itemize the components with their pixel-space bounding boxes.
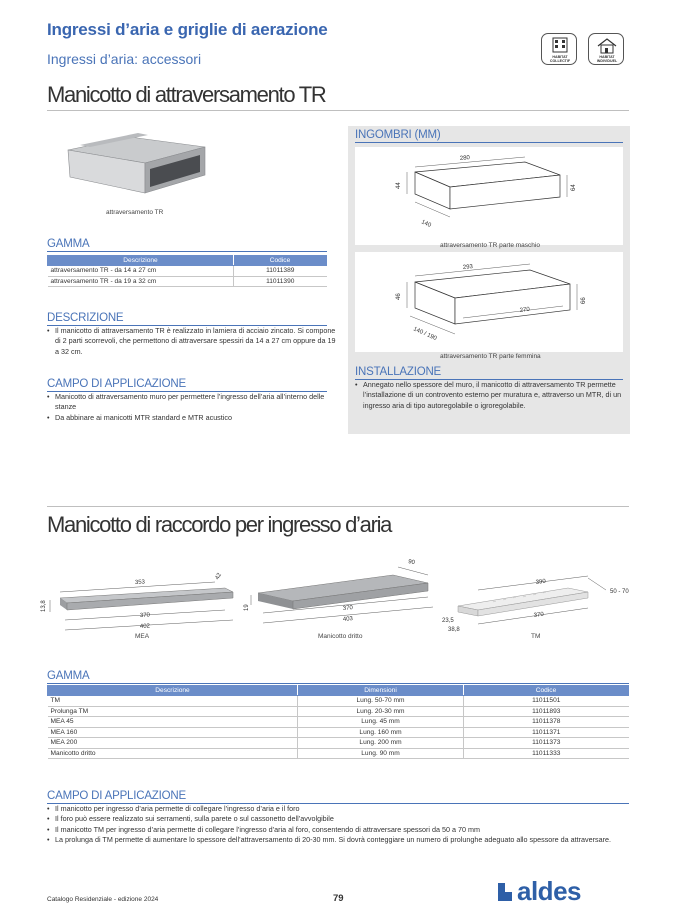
installazione-list bbox=[355, 380, 625, 411]
aldes-logo-text: aldes bbox=[517, 876, 581, 906]
habitat-individuel-badge bbox=[588, 33, 624, 65]
table-cell: Lung. 20-30 mm bbox=[298, 706, 464, 717]
dim-label: 46 bbox=[396, 293, 402, 300]
divider bbox=[47, 110, 629, 111]
tm-caption: TM bbox=[531, 633, 541, 640]
aldes-logo bbox=[497, 878, 629, 908]
table-cell: MEA 160 bbox=[48, 727, 298, 738]
dim-label: 44 bbox=[396, 182, 402, 189]
table-row bbox=[48, 717, 629, 728]
tr-image-caption: attraversamento TR bbox=[106, 209, 164, 216]
campo-title-2: CAMPO DI APPLICAZIONE bbox=[47, 790, 629, 804]
aldes-logo-icon bbox=[497, 881, 515, 903]
dim-label: 390 bbox=[535, 578, 547, 586]
habitat-collectif-badge bbox=[541, 33, 577, 65]
table-cell: MEA 200 bbox=[48, 738, 298, 749]
drawing-femmina bbox=[355, 252, 623, 352]
drawing-maschio-box bbox=[355, 147, 623, 245]
descrizione-title: DESCRIZIONE bbox=[47, 312, 327, 326]
table-cell: 11011389 bbox=[234, 266, 327, 277]
list-item: • Il manicotto per ingresso d’aria permette di collegare l’ingresso d’aria e il foro bbox=[47, 804, 637, 814]
tr-product-image bbox=[60, 125, 220, 210]
ingombri-title: INGOMBRI (MM) bbox=[355, 129, 623, 143]
campo-list-2 bbox=[47, 804, 637, 846]
table-row bbox=[48, 266, 327, 277]
table-cell: 11011371 bbox=[464, 727, 629, 738]
campo-title-1: CAMPO DI APPLICAZIONE bbox=[47, 378, 327, 392]
list-item: • Il manicotto di attraversamento TR è realizzato in lamiera di acciaio zincato. Si compone di 2 parti scorrevoli, che permettono di attraversare spessiri da 14 a 27 cm oppure da 19 a 32 cm. bbox=[47, 326, 337, 357]
table-cell: Lung. 45 mm bbox=[298, 717, 464, 728]
list-item: • Annegato nello spessore del muro, il manicotto di attraversamento TR permette l’installazione di un controvento esterno per muratura e, attraverso un MTR, di un ingresso aria di tipo autoregolabile o igroregolabile. bbox=[355, 380, 625, 411]
dim-label: 370 bbox=[342, 605, 354, 612]
table-cell: 11011501 bbox=[464, 696, 629, 707]
dim-label: 19 bbox=[244, 604, 250, 611]
dim-label: 353 bbox=[134, 579, 146, 586]
page-subtitle: Ingressi d’aria: accessori bbox=[47, 51, 202, 67]
table-cell: MEA 45 bbox=[48, 717, 298, 728]
dim-label: 370 bbox=[139, 612, 151, 619]
dim-label: 38,8 bbox=[448, 627, 460, 633]
dim-label: 66 bbox=[581, 297, 587, 304]
table-cell: Lung. 90 mm bbox=[298, 748, 464, 759]
table-cell: 11011378 bbox=[464, 717, 629, 728]
table-row bbox=[48, 276, 327, 287]
mea-caption: MEA bbox=[135, 633, 150, 640]
dim-label: 293 bbox=[462, 264, 474, 271]
table-cell: attraversamento TR - da 19 a 32 cm bbox=[48, 276, 234, 287]
divider bbox=[47, 506, 629, 507]
column-header: Dimensioni bbox=[298, 686, 464, 696]
dim-label: 140 bbox=[420, 219, 432, 229]
drawing-tm bbox=[438, 568, 633, 638]
installazione-title: INSTALLAZIONE bbox=[355, 366, 623, 380]
maschio-caption: attraversamento TR parte maschio bbox=[440, 242, 540, 249]
table-row bbox=[48, 738, 629, 749]
table-cell: Prolunga TM bbox=[48, 706, 298, 717]
dim-label: 140 / 190 bbox=[412, 326, 438, 343]
table-row bbox=[48, 727, 629, 738]
table-cell: TM bbox=[48, 696, 298, 707]
list-item: • Il foro può essere realizzato sui serramenti, sulla parete o sul cassonetto dell’avvolgibile bbox=[47, 814, 637, 824]
table-row bbox=[48, 696, 629, 707]
list-item: • Manicotto di attraversamento muro per permettere l’ingresso dell’aria all’interno delle stanze bbox=[47, 392, 337, 413]
gamma-table-2 bbox=[47, 685, 629, 759]
drawing-manicotto-dritto bbox=[243, 553, 438, 633]
drawing-femmina-box bbox=[355, 252, 623, 352]
product-title-raccordo: Manicotto di raccordo per ingresso d’aria bbox=[47, 512, 392, 537]
table-cell: Lung. 50-70 mm bbox=[298, 696, 464, 707]
list-item: • La prolunga di TM permette di aumentare lo spessore dell’attraversamento di 20-30 mm. Si dovrà conteggiare un numero di prolunghe adeguato allo spessore da attraversare. bbox=[47, 835, 637, 845]
dim-label: 42 bbox=[214, 572, 224, 581]
column-header: Descrizione bbox=[48, 256, 234, 266]
table-cell: 11011893 bbox=[464, 706, 629, 717]
list-item: • Il manicotto TM per ingresso d’aria permette di collegare l’ingresso d’aria al foro, consentendo di attraversare spessori da 50 a 70 mm bbox=[47, 825, 637, 835]
table-row bbox=[48, 748, 629, 759]
table-cell: Lung. 160 mm bbox=[298, 727, 464, 738]
table-cell: 11011373 bbox=[464, 738, 629, 749]
dim-label: 90 bbox=[407, 559, 416, 567]
column-header: Codice bbox=[234, 256, 327, 266]
table-cell: 11011390 bbox=[234, 276, 327, 287]
column-header: Codice bbox=[464, 686, 629, 696]
dim-label: 270 bbox=[519, 306, 531, 314]
gamma-table-1 bbox=[47, 255, 327, 287]
dim-label: 403 bbox=[342, 616, 354, 623]
manicotto-dritto-caption: Manicotto dritto bbox=[318, 633, 363, 640]
femmina-caption: attraversamento TR parte femmina bbox=[440, 353, 541, 360]
dim-label: 13,8 bbox=[41, 600, 47, 612]
dim-label: 64 bbox=[571, 184, 577, 191]
badge-label: HABITAT INDIVIDUEL bbox=[596, 55, 618, 63]
gamma-title-1: GAMMA bbox=[47, 238, 327, 252]
descrizione-list bbox=[47, 326, 337, 357]
gamma-title-2: GAMMA bbox=[47, 670, 629, 684]
badge-label: HABITAT COLLECTIF bbox=[549, 55, 571, 63]
list-item: • Da abbinare ai manicotti MTR standard e MTR acustico bbox=[47, 413, 337, 423]
column-header: Descrizione bbox=[48, 686, 298, 696]
table-cell: Manicotto dritto bbox=[48, 748, 298, 759]
dim-label: 280 bbox=[459, 155, 471, 162]
dim-label: 50 - 70 bbox=[610, 589, 629, 595]
table-cell: attraversamento TR - da 14 a 27 cm bbox=[48, 266, 234, 277]
table-cell: 11011333 bbox=[464, 748, 629, 759]
footer-catalog: Catalogo Residenziale - edizione 2024 bbox=[47, 896, 159, 903]
page-title: Ingressi d’aria e griglie di aerazione bbox=[47, 20, 328, 39]
table-cell: Lung. 200 mm bbox=[298, 738, 464, 749]
dim-label: 23,5 bbox=[442, 618, 454, 624]
page-number: 79 bbox=[333, 893, 344, 904]
product-title-tr: Manicotto di attraversamento TR bbox=[47, 82, 326, 107]
drawing-maschio bbox=[355, 147, 623, 245]
dim-label: 402 bbox=[139, 623, 151, 630]
campo-list-1 bbox=[47, 392, 337, 423]
table-row bbox=[48, 706, 629, 717]
dim-label: 370 bbox=[533, 611, 545, 619]
